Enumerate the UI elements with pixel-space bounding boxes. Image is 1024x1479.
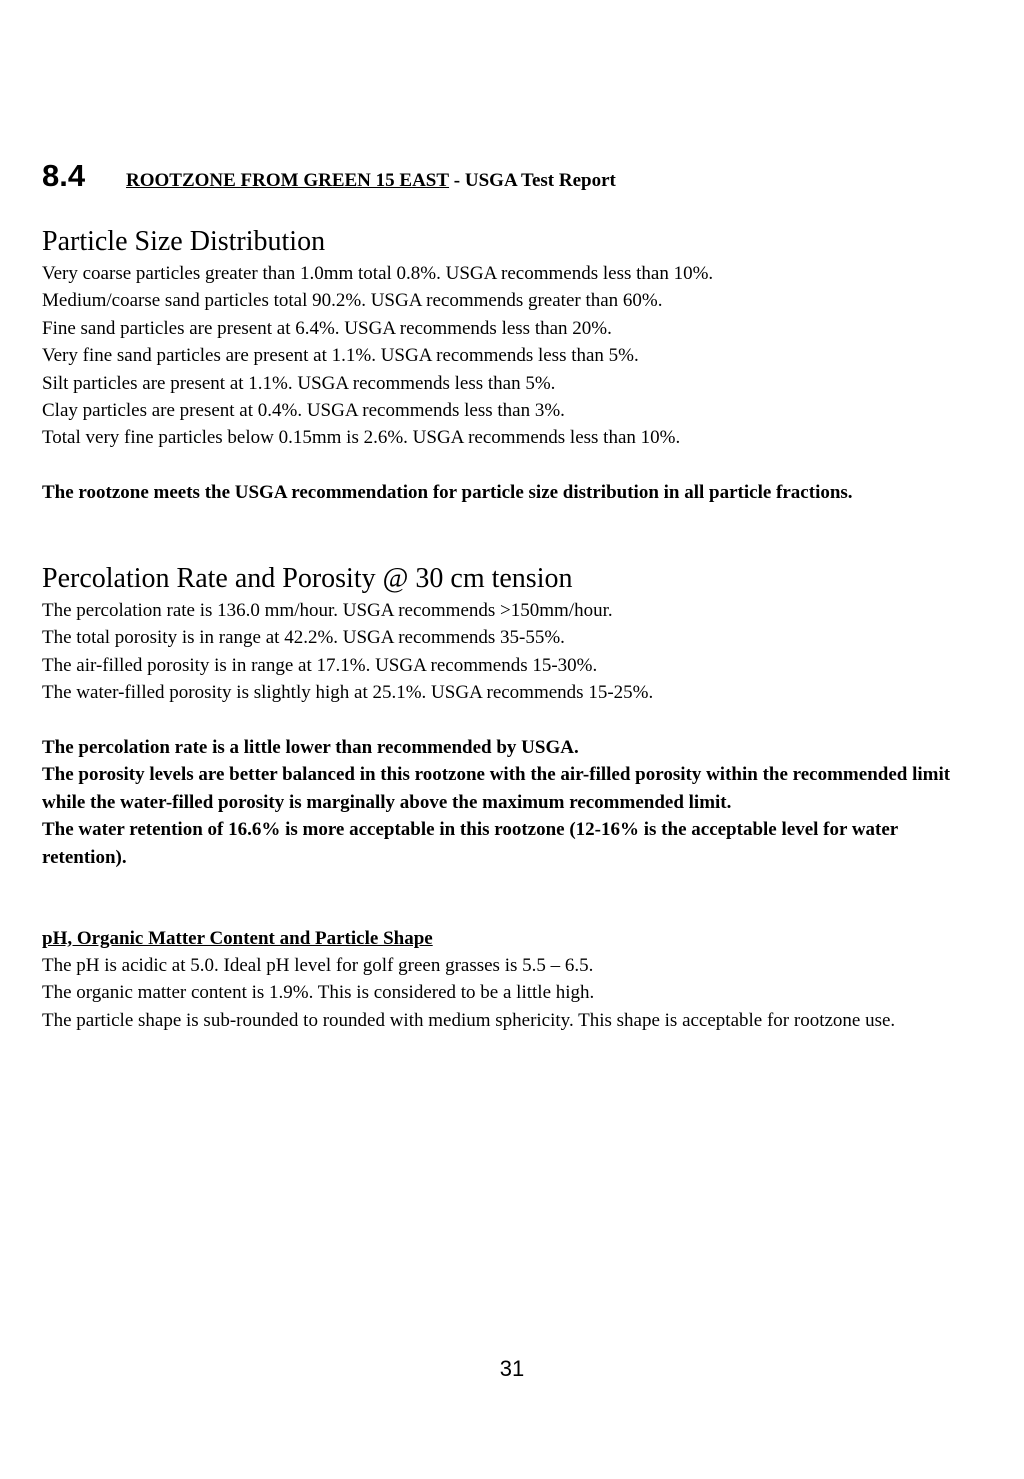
section-title-suffix: - USGA Test Report — [449, 170, 616, 191]
particle-size-conclusion — [42, 479, 982, 506]
text-line: The particle shape is sub-rounded to rounded with medium sphericity. This shape is acceptable for rootzone use. — [42, 1009, 896, 1031]
text-line: Very coarse particles greater than 1.0mm total 0.8%. USGA recommends less than 10%. — [42, 263, 714, 284]
page-number: 31 — [499, 1356, 525, 1381]
conclusion-text: The water retention of 16.6% is more acceptable in this rootzone (12-16% is the acceptable level for water retention). — [42, 819, 898, 868]
text-line: The percolation rate is 136.0 mm/hour. USGA recommends >150mm/hour. — [42, 600, 613, 621]
conclusion-text: The rootzone meets the USGA recommendation for particle size distribution in all particle fractions. — [42, 482, 853, 503]
text-line: Very fine sand particles are present at 1.1%. USGA recommends less than 5%. — [42, 345, 639, 367]
section-number: 8.4 — [42, 158, 86, 193]
percolation-heading: Percolation Rate and Porosity @ 30 cm tension — [42, 563, 573, 594]
text-line: The organic matter content is 1.9%. This is considered to be a little high. — [42, 982, 595, 1004]
text-line: Total very fine particles below 0.15mm is 2.6%. USGA recommends less than 10%. — [42, 427, 681, 449]
percolation-lines — [42, 597, 982, 707]
text-line: Fine sand particles are present at 6.4%. USGA recommends less than 20%. — [42, 317, 612, 339]
conclusion-text: The porosity levels are better balanced in this rootzone with the air-filled porosity within the recommended limit while the water-filled porosity is marginally above the maximum recommended limit. — [42, 764, 951, 813]
particle-size-lines — [42, 260, 982, 452]
particle-size-heading: Particle Size Distribution — [42, 226, 326, 257]
text-line: The pH is acidic at 5.0. Ideal pH level for golf green grasses is 5.5 – 6.5. — [42, 955, 594, 976]
conclusion-text: The percolation rate is a little lower than recommended by USGA. — [42, 737, 579, 758]
percolation-conclusions — [42, 734, 982, 871]
text-line: The air-filled porosity is in range at 17.1%. USGA recommends 15-30%. — [42, 654, 598, 676]
section-heading — [42, 158, 616, 194]
ph-section-heading: pH, Organic Matter Content and Particle Shape — [42, 928, 433, 949]
text-line: Medium/coarse sand particles total 90.2%. USGA recommends greater than 60%. — [42, 290, 663, 312]
text-line: The total porosity is in range at 42.2%. USGA recommends 35-55%. — [42, 627, 565, 649]
text-line: The water-filled porosity is slightly high at 25.1%. USGA recommends 15-25%. — [42, 682, 654, 704]
section-title: ROOTZONE FROM GREEN 15 EAST — [126, 170, 450, 191]
ph-section-lines — [42, 952, 982, 1034]
text-line: Silt particles are present at 1.1%. USGA recommends less than 5%. — [42, 372, 556, 394]
text-line: Clay particles are present at 0.4%. USGA recommends less than 3%. — [42, 400, 565, 422]
